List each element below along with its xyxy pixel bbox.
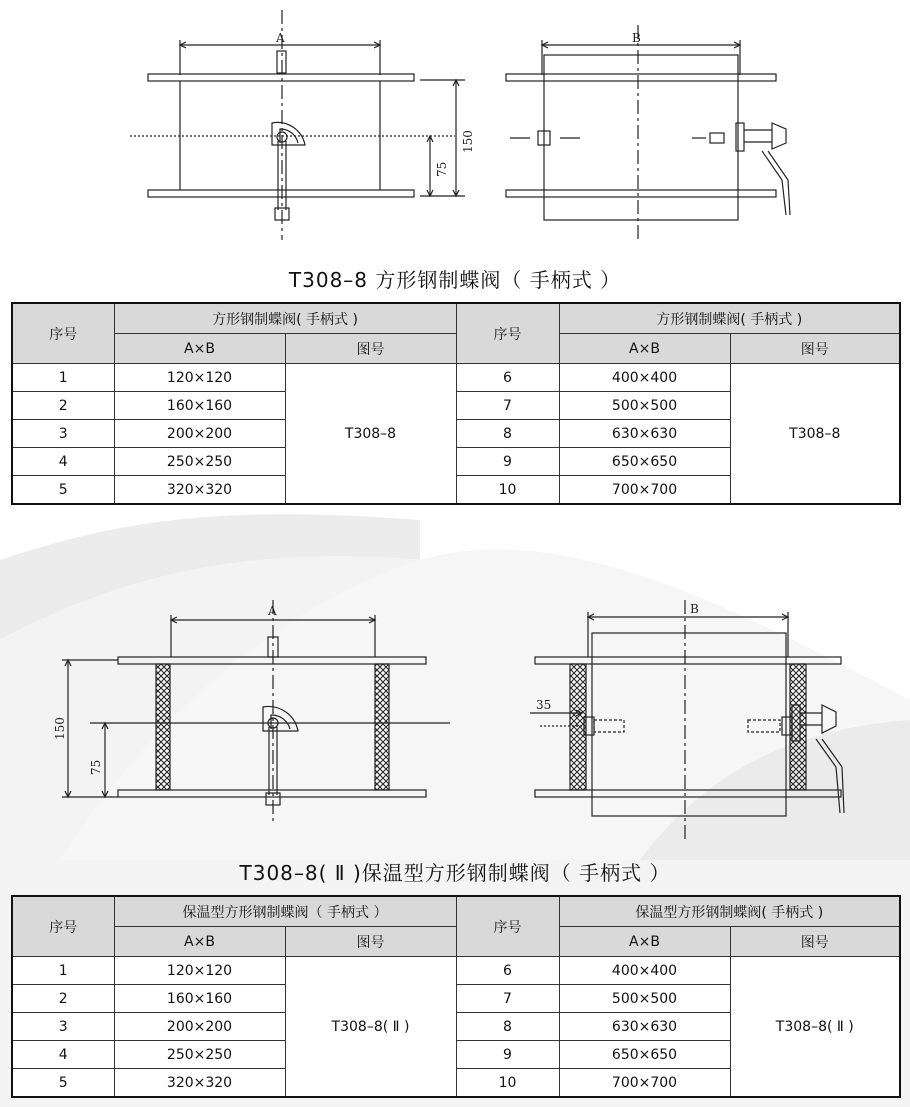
seq-cell: 2 — [12, 392, 114, 420]
group-header-right: 方形钢制蝶阀( 手柄式 ) — [559, 303, 900, 334]
col-drawing-header-right: 图号 — [730, 927, 900, 957]
size-cell: 250×250 — [114, 1041, 285, 1069]
section1-title: T308–8 方形钢制蝶阀（ 手柄式 ） — [288, 268, 622, 292]
side-view-drawing-2 — [520, 595, 860, 845]
seq-cell: 10 — [456, 1069, 559, 1098]
dim-35-label: 35 — [536, 698, 552, 712]
size-cell: 200×200 — [114, 420, 285, 448]
spec-table-2 — [11, 895, 901, 1098]
spec-table-1 — [11, 302, 901, 505]
dim-75-label-2: 75 — [89, 759, 103, 775]
dim-b-label-2: B — [690, 602, 699, 616]
seq-cell: 9 — [456, 448, 559, 476]
dim-a-label-2: A — [268, 604, 277, 618]
group-header-left: 方形钢制蝶阀( 手柄式 ) — [114, 303, 456, 334]
table-row — [12, 957, 900, 985]
col-seq-header-left: 序号 — [12, 896, 114, 957]
size-cell: 320×320 — [114, 1069, 285, 1098]
col-drawing-header-right: 图号 — [730, 334, 900, 364]
drawing-no-cell-right: T308–8 — [730, 364, 900, 505]
col-drawing-header-left: 图号 — [285, 334, 456, 364]
size-cell: 200×200 — [114, 1013, 285, 1041]
seq-cell: 8 — [456, 1013, 559, 1041]
size-cell: 650×650 — [559, 1041, 730, 1069]
col-size-header-right: A×B — [559, 334, 730, 364]
size-cell: 500×500 — [559, 392, 730, 420]
seq-cell: 3 — [12, 420, 114, 448]
seq-cell: 2 — [12, 985, 114, 1013]
col-seq-header-right: 序号 — [456, 303, 559, 364]
size-cell: 320×320 — [114, 476, 285, 505]
size-cell: 630×630 — [559, 1013, 730, 1041]
col-seq-header-left: 序号 — [12, 303, 114, 364]
seq-cell: 8 — [456, 420, 559, 448]
seq-cell: 4 — [12, 1041, 114, 1069]
front-view-drawing-1 — [120, 5, 480, 245]
section2-title: T308–8( Ⅱ )保温型方形钢制蝶阀（ 手柄式 ） — [239, 861, 671, 885]
seq-cell: 7 — [456, 985, 559, 1013]
size-cell: 700×700 — [559, 476, 730, 505]
seq-cell: 1 — [12, 957, 114, 985]
front-view-drawing-2 — [50, 595, 460, 825]
size-cell: 400×400 — [559, 364, 730, 392]
seq-cell: 9 — [456, 1041, 559, 1069]
dim-75-label-1: 75 — [435, 161, 449, 177]
drawing-no-cell-right: T308–8( Ⅱ ) — [730, 957, 900, 1098]
dim-a-label-1: A — [276, 31, 285, 45]
size-cell: 250×250 — [114, 448, 285, 476]
col-size-header-left: A×B — [114, 927, 285, 957]
seq-cell: 10 — [456, 476, 559, 505]
seq-cell: 4 — [12, 448, 114, 476]
seq-cell: 7 — [456, 392, 559, 420]
dim-150-label-1: 150 — [461, 130, 475, 153]
size-cell: 120×120 — [114, 364, 285, 392]
col-size-header-left: A×B — [114, 334, 285, 364]
dim-b-label-1: B — [632, 31, 641, 45]
seq-cell: 5 — [12, 476, 114, 505]
size-cell: 700×700 — [559, 1069, 730, 1098]
seq-cell: 6 — [456, 957, 559, 985]
col-seq-header-right: 序号 — [456, 896, 559, 957]
seq-cell: 3 — [12, 1013, 114, 1041]
group-header-left: 保温型方形钢制蝶阀（ 手柄式 ） — [114, 896, 456, 927]
size-cell: 630×630 — [559, 420, 730, 448]
side-view-drawing-1 — [500, 5, 800, 245]
size-cell: 160×160 — [114, 392, 285, 420]
seq-cell: 6 — [456, 364, 559, 392]
col-drawing-header-left: 图号 — [285, 927, 456, 957]
group-header-right: 保温型方形钢制蝶阀( 手柄式 ) — [559, 896, 900, 927]
table-row — [12, 364, 900, 392]
seq-cell: 5 — [12, 1069, 114, 1098]
drawing-no-cell-left: T308–8 — [285, 364, 456, 505]
dim-150-label-2: 150 — [53, 717, 67, 740]
size-cell: 160×160 — [114, 985, 285, 1013]
size-cell: 400×400 — [559, 957, 730, 985]
drawing-no-cell-left: T308–8( Ⅱ ) — [285, 957, 456, 1098]
size-cell: 120×120 — [114, 957, 285, 985]
size-cell: 500×500 — [559, 985, 730, 1013]
size-cell: 650×650 — [559, 448, 730, 476]
seq-cell: 1 — [12, 364, 114, 392]
col-size-header-right: A×B — [559, 927, 730, 957]
